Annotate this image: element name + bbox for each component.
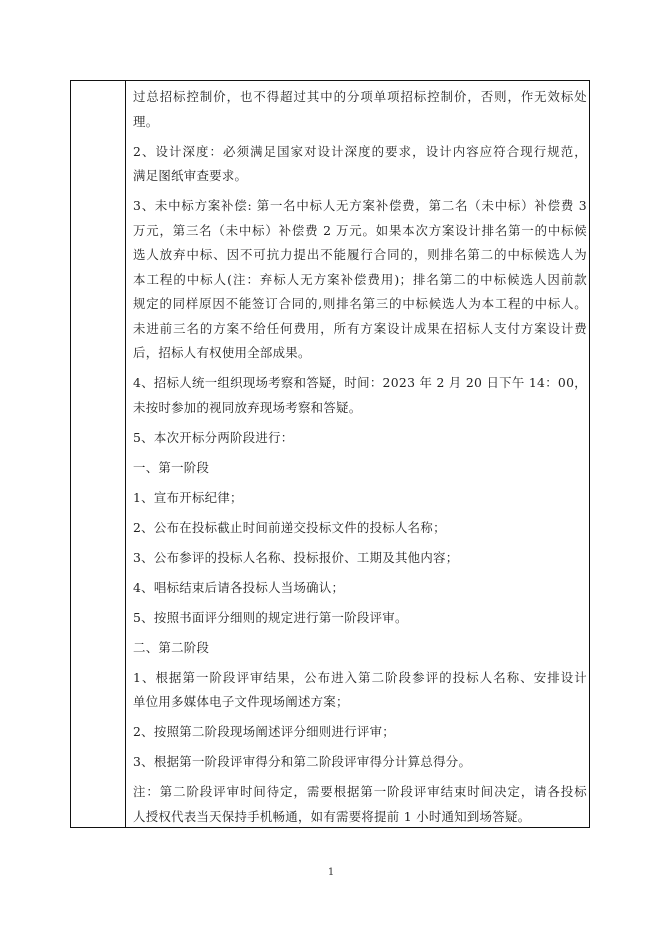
- table-left-column: [71, 81, 126, 827]
- paragraph: [133, 666, 587, 715]
- text-line: 满足图纸审查要求。: [133, 168, 248, 183]
- text-line: 3、未中标方案补偿: 第一名中标人无方案补偿费，第二名（未中标）补偿费 3: [133, 198, 587, 213]
- text-line: 人授权代表当天保持手机畅通，如有需要将提前 1 小时通知到场答疑。: [133, 808, 531, 824]
- text-line: 4、唱标结束后请各投标人当场确认；: [133, 579, 345, 595]
- text-line: 过总招标控制价，也不得超过其中的分项单项招标控制价，否则，作无效标处: [133, 89, 587, 104]
- paragraph: [133, 194, 587, 366]
- text-line: 规定的同样原因不能签订合同的,则排名第三的中标候选人为本工程的中标人。: [133, 296, 587, 311]
- paragraph: [133, 780, 587, 829]
- text-line: 本工程的中标人(注：弃标人无方案补偿费用)；排名第二的中标候选人因前款: [133, 271, 587, 287]
- paragraph: [133, 486, 587, 511]
- paragraph: [133, 371, 587, 420]
- paragraph: [133, 426, 587, 451]
- text-line: 理。: [133, 113, 159, 129]
- text-line: 万元，第三名（未中标）补偿费 2 万元。如果本次方案设计排名第一的中标候: [133, 222, 587, 238]
- text-line: 2、按照第二阶段现场阐述评分细则进行评审；: [133, 724, 395, 739]
- text-line: 选人放弃中标、因不可抗力提出不能履行合同的，则排名第二的中标候选人为: [133, 247, 587, 262]
- paragraph: [133, 456, 587, 481]
- text-line: 3、根据第一阶段评审得分和第二阶段评审得分计算总得分。: [133, 754, 472, 769]
- paragraph: [133, 750, 587, 775]
- text-line: 5、本次开标分两阶段进行：: [133, 429, 294, 445]
- text-line: 未进前三名的方案不给任何费用，所有方案设计成果在招标人支付方案设计费: [133, 320, 587, 336]
- text-line: 二、第二阶段: [133, 639, 210, 655]
- text-line: 未按时参加的视同放弃现场考察和答疑。: [133, 399, 362, 415]
- text-line: 5、按照书面评分细则的规定进行第一阶段评审。: [133, 609, 408, 625]
- paragraph: [133, 85, 587, 134]
- text-line: 一、第一阶段: [133, 459, 210, 475]
- text-line: 注：第二阶段评审时间待定，需要根据第一阶段评审结束时间决定，请各投标: [133, 784, 587, 799]
- page-number: 1: [327, 867, 335, 878]
- content-table: [70, 80, 590, 828]
- paragraph: [133, 516, 587, 541]
- paragraph: [133, 606, 587, 631]
- text-line: 单位用多媒体电子文件现场阐述方案；: [133, 694, 349, 709]
- paragraph: [133, 576, 587, 601]
- text-line: 3、公布参评的投标人名称、投标报价、工期及其他内容；: [133, 549, 459, 565]
- text-line: 后，招标人有权使用全部成果。: [133, 345, 311, 360]
- paragraph: [133, 546, 587, 571]
- paragraph: [133, 636, 587, 661]
- text-line: 4、招标人统一组织现场考察和答疑，时间：2023 年 2 月 20 日下午 14：00，: [133, 375, 587, 390]
- text-line: 2、设计深度：必须满足国家对设计深度的要求，设计内容应符合现行规范，: [133, 143, 587, 159]
- text-line: 1、宣布开标纪律；: [133, 489, 243, 505]
- text-line: 1、根据第一阶段评审结果，公布进入第二阶段参评的投标人名称、安排设计: [133, 669, 587, 685]
- paragraph: [133, 720, 587, 745]
- paragraph: [133, 140, 587, 189]
- table-content-cell: [133, 85, 587, 835]
- text-line: 2、公布在投标截止时间前递交投标文件的投标人名称；: [133, 519, 446, 535]
